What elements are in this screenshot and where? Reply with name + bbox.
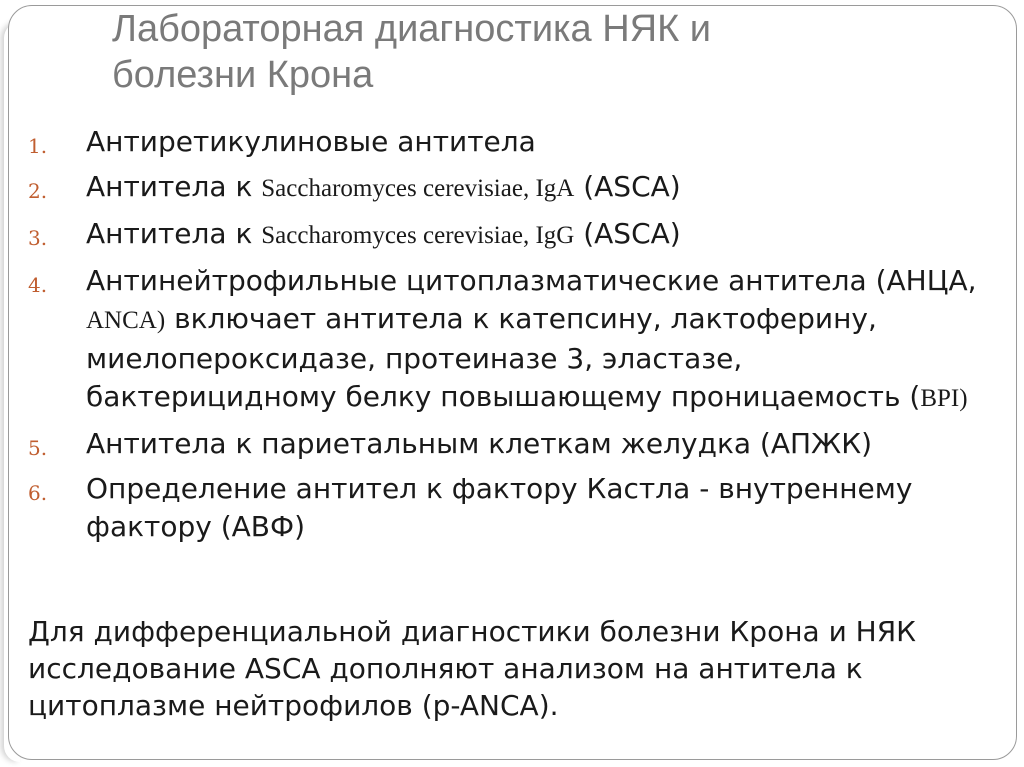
- title-line-2: болезни Крона: [112, 54, 374, 96]
- list-number: 6.: [28, 481, 48, 505]
- list-text-latin: Saccharomyces cerevisiae, IgG: [261, 222, 575, 249]
- list-text-pre: Антитела к: [86, 217, 262, 250]
- slide-title: [112, 6, 992, 98]
- list-item: [28, 262, 988, 418]
- list-text-post: (ASCA): [574, 170, 681, 203]
- list-text-latin-2: BPI): [920, 385, 968, 412]
- list-number: 3.: [28, 226, 48, 250]
- list-item: [28, 123, 988, 161]
- list-item: [28, 215, 988, 255]
- antibody-list: [28, 123, 988, 553]
- list-text-post: (ASCA): [574, 217, 681, 250]
- list-number: 4.: [28, 273, 48, 297]
- list-number: 5.: [28, 436, 48, 460]
- list-item: [28, 425, 988, 463]
- list-text-pre: Антинейтрофильные цитоплазматические антитела (АНЦА,: [86, 264, 977, 297]
- list-number: 1.: [28, 134, 48, 158]
- list-item: [28, 470, 988, 546]
- list-text-latin: Saccharomyces cerevisiae, IgA: [261, 175, 575, 202]
- list-number: 2.: [28, 179, 48, 203]
- summary-note: Для дифференциальной диагностики болезни Крона и НЯК исследование ASCA дополняют анализом на антитела к цитоплазме нейтрофилов (p-ANCA).: [28, 615, 917, 722]
- list-text-pre: Антитела к: [86, 170, 262, 203]
- list-item: [28, 168, 988, 208]
- title-line-1: Лабораторная диагностика НЯК и: [112, 8, 712, 50]
- list-text-mid: включает антитела к катепсину, лактоферину, миелопероксидазе, протеиназе 3, эластазе, бактерицидному белку повышающему проницаемость (: [86, 302, 921, 413]
- list-text: Антиретикулиновые антитела: [86, 125, 536, 158]
- list-text: Антитела к париетальным клеткам желудка (АПЖК): [86, 427, 873, 460]
- list-text: Определение антител к фактору Кастла - внутреннему фактору (АВФ): [86, 472, 913, 543]
- list-text-latin: ANCA): [86, 307, 166, 334]
